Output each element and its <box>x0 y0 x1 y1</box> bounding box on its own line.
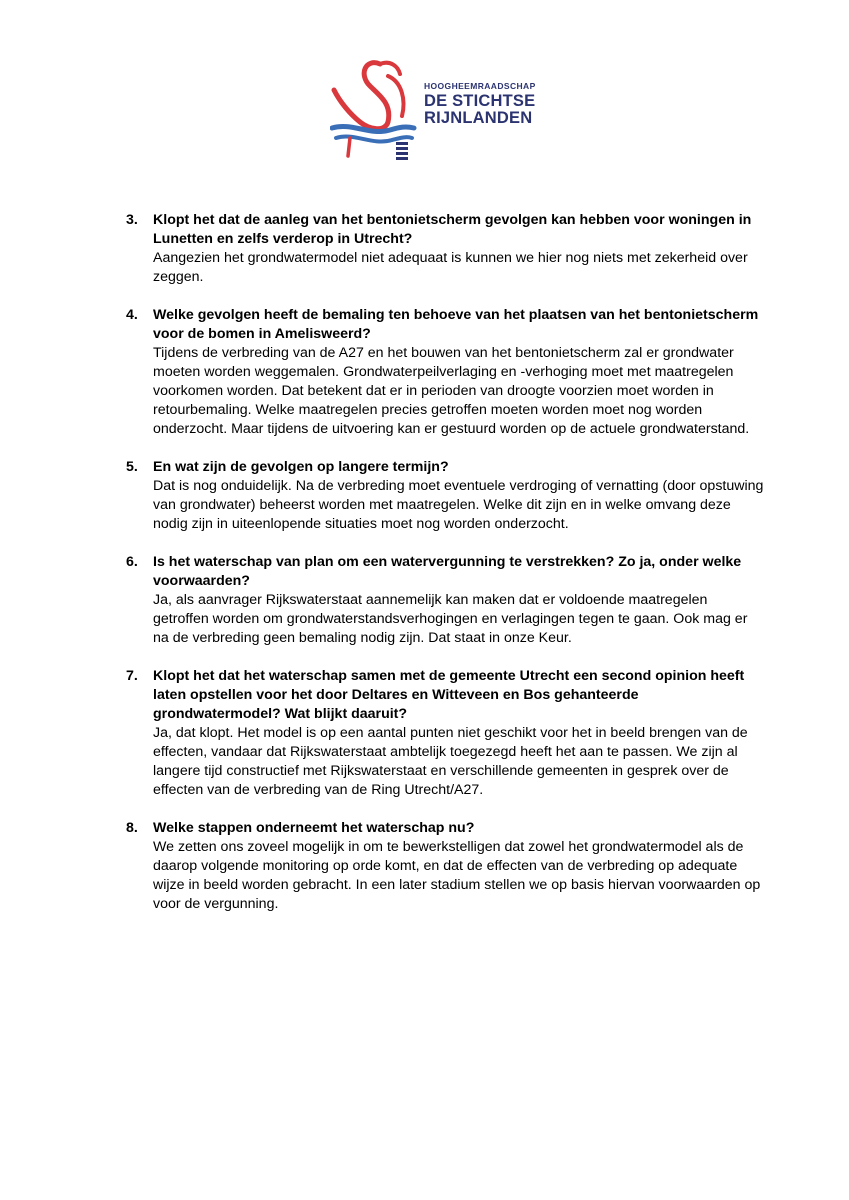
question-text: Welke stappen onderneemt het waterschap nu? <box>153 820 475 836</box>
qa-list <box>126 211 766 933</box>
qa-item-6 <box>126 553 766 648</box>
logo-line-2: DE STICHTSE <box>424 91 536 110</box>
qa-item-5 <box>126 458 766 534</box>
logo-line-1: HOOGHEEMRAADSCHAP <box>424 81 536 91</box>
answer-text: Ja, als aanvrager Rijkswaterstaat aannemelijk kan maken dat er voldoende maatregelen getroffen worden om grondwaterstandsverhogingen en verlagingen tegen te gaan. Ook mag er na de verbreding geen bemaling nodig zijn. Dat staat in onze Keur. <box>153 592 748 646</box>
logo-line-3: RIJNLANDEN <box>424 108 533 127</box>
item-number: 7. <box>126 668 138 684</box>
answer-text: Dat is nog onduidelijk. Na de verbreding moet eventuele verdroging of vernatting (door opstuwing van grondwater) beheerst worden met maatregelen. Welke dit zijn en in welke omvang deze nodig zijn in uiteenlopende situaties moet nog worden onderzocht. <box>153 478 764 532</box>
item-number: 3. <box>126 212 138 228</box>
swan-logo-icon <box>330 56 422 166</box>
qa-item-3 <box>126 211 766 287</box>
qa-item-8 <box>126 819 766 914</box>
item-number: 5. <box>126 459 138 475</box>
answer-text: Aangezien het grondwatermodel niet adequaat is kunnen we hier nog niets met zekerheid over zeggen. <box>153 250 748 285</box>
item-number: 8. <box>126 820 138 836</box>
item-number: 6. <box>126 554 138 570</box>
qa-item-7 <box>126 667 766 800</box>
answer-text: Ja, dat klopt. Het model is op een aantal punten niet geschikt voor het in beeld brengen van de effecten, vandaar dat Rijkswaterstaat ambtelijk toegezegd heeft het aan te passen. We zijn al langere tijd constructief met Rijkswaterstaat en verschillende gemeenten in gesprek over de effecten van de verbreding van de Ring Utrecht/A27. <box>153 725 748 798</box>
question-text: Welke gevolgen heeft de bemaling ten behoeve van het plaatsen van het bentonietscherm voor de bomen in Amelisweerd? <box>153 307 759 342</box>
logo-wordmark <box>424 82 536 127</box>
item-number: 4. <box>126 307 138 323</box>
question-text: Klopt het dat de aanleg van het bentonietscherm gevolgen kan hebben voor woningen in Lunetten en zelfs verderop in Utrecht? <box>153 212 752 247</box>
answer-text: We zetten ons zoveel mogelijk in om te bewerkstelligen dat zowel het grondwatermodel als de daarop volgende monitoring op orde komt, en dat de effecten van de verbreding op adequate wijze in beeld worden gebracht. In een later stadium stellen we op basis hiervan voorwaarden op voor de vergunning. <box>153 839 761 912</box>
question-text: Klopt het dat het waterschap samen met de gemeente Utrecht een second opinion heeft laten opstellen voor het door Deltares en Witteveen en Bos gehanteerde grondwatermodel? Wat blijkt daaruit? <box>153 668 745 722</box>
question-text: Is het waterschap van plan om een watervergunning te verstrekken? Zo ja, onder welke voorwaarden? <box>153 554 742 589</box>
answer-text: Tijdens de verbreding van de A27 en het bouwen van het bentonietscherm zal er grondwater moeten worden weggemalen. Grondwaterpeilverlaging en -verhoging moet met maatregelen voorkomen worden. Dat betekent dat er in perioden van droogte voorzien moet worden in retourbemaling. Welke maatregelen precies getroffen moeten worden moet nog worden onderzocht. Maar tijdens de uitvoering kan er gestuurd worden op de actuele grondwaterstand. <box>153 345 750 437</box>
qa-item-4 <box>126 306 766 439</box>
organization-logo <box>330 56 540 166</box>
question-text: En wat zijn de gevolgen op langere termijn? <box>153 459 449 475</box>
